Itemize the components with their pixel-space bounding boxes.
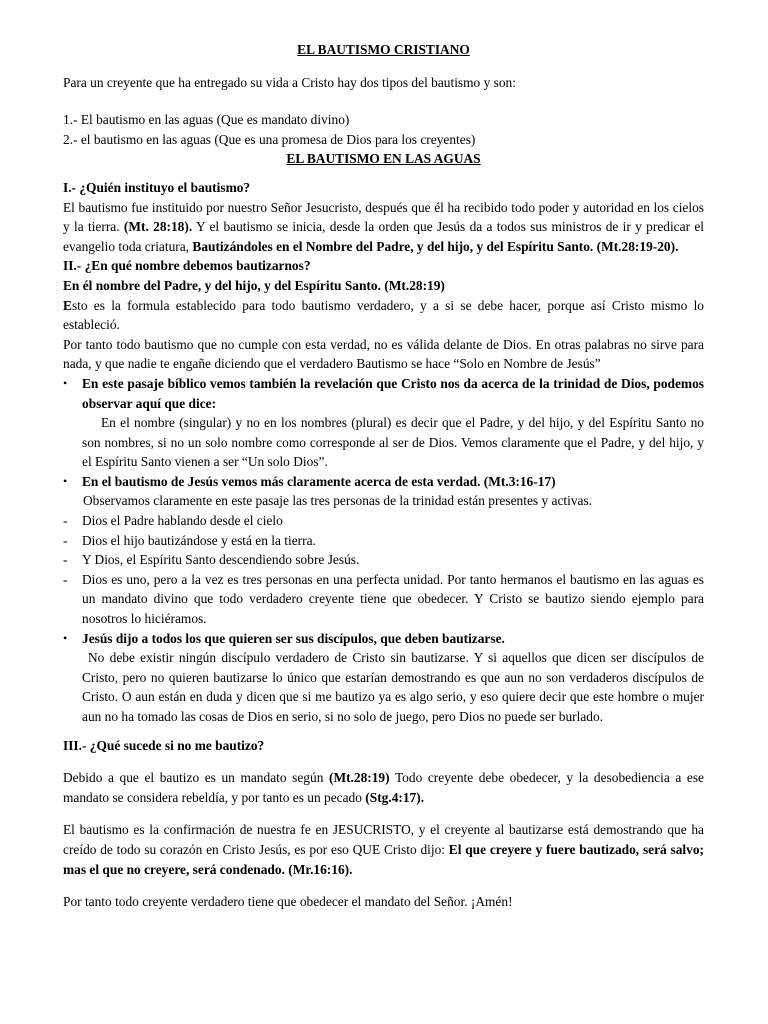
dash-text: Y Dios, el Espíritu Santo descendiendo sobre Jesús. (82, 552, 360, 568)
bullet-item (63, 374, 704, 472)
bullet-list (63, 629, 704, 727)
bullet-marker: • (63, 473, 68, 488)
bullet-list (63, 374, 704, 492)
closing-paragraph: Por tanto todo creyente verdadero tiene que obedecer el mandato del Señor. ¡Amén! (63, 894, 513, 910)
question-1-paragraph: El bautismo fue instituido por nuestro Señor Jesucristo, después que él ha recibido todo poder y autoridad en los cielos y la tierra. (Mt. 28:18). Y el bautismo se inicia, desde la orden que Jesús da a todos sus ministros de ir y predicar el evangelio toda criatura, Bautizándoles en el Nombre del Padre, y del hijo, y del Espíritu Santo. (Mt.28:19-20). (63, 199, 705, 254)
confirmation-paragraph: El bautismo es la confirmación de nuestra fe en JESUCRISTO, y el creyente al bautizarse está demostrando que ha creído de todo su corazón en Cristo Jesús, es por eso QUE Cristo dijo: El que creyere y fuere bautizado, será salvo; mas el que no creyere, será condenado. (Mr.16:16). (63, 822, 704, 877)
dash-item (63, 550, 704, 570)
question-2-heading: II.- ¿En qué nombre debemos bautizarnos? (63, 258, 311, 274)
dash-marker: - (63, 513, 68, 529)
dash-item (63, 531, 704, 551)
dash-text: Dios es uno, pero a la vez es tres personas en una perfecta unidad. Por tanto hermanos el bautismo en las aguas es un mandato divino que todo verdadero creyente tiene que obedecer. Y Cristo se bautizo siendo ejemplo para nosotros lo hiciéramos. (82, 571, 704, 627)
type-item: 2.- el bautismo en las aguas (Que es una promesa de Dios para los creyentes) (63, 131, 476, 147)
dash-list (63, 511, 704, 629)
bullet-marker: • (63, 375, 68, 390)
observation-paragraph: Observamos claramente en este pasaje las tres personas de la trinidad están presentes y activas. (83, 493, 593, 509)
question-2-answer: En él nombre del Padre, y del hijo, y del Espíritu Santo. (Mt.28:19) (63, 277, 445, 293)
dash-text: Dios el Padre hablando desde el cielo (82, 513, 283, 529)
question-3-paragraph: Debido a que el bautizo es un mandato según (Mt.28:19) Todo creyente debe obedecer, y la desobediencia a ese mandato se considera rebeldía, y por tanto es un pecado (Stg.4:17). (63, 770, 704, 805)
bullet-marker: • (63, 630, 68, 645)
bullet-heading: En este pasaje bíblico vemos también la revelación que Cristo nos da acerca de la trinidad de Dios, podemos observar aquí que dice: (82, 375, 704, 411)
dash-marker: - (63, 552, 68, 568)
warning-paragraph: Por tanto todo bautismo que no cumple con esta verdad, no es válida delante de Dios. En otras palabras no sirve para nada, y que nadie te engañe diciendo que el verdadero Bautismo se hace “Solo en Nombre de Jesús” (63, 336, 704, 372)
dash-marker: - (63, 532, 68, 548)
type-item: 1.- El bautismo en las aguas (Que es mandato divino) (63, 112, 350, 128)
document-title: EL BAUTISMO CRISTIANO (297, 42, 470, 57)
bullet-body: En el nombre (singular) y no en los nombres (plural) es decir que el Padre, y del hijo, y del Espíritu Santo no son nombres, si no un solo nombre como corresponde al ser de Dios. Vemos claramente que el Padre, y del hijo, y el Espíritu Santo vienen a ser “Un solo Dios”. (82, 415, 704, 470)
section-title: EL BAUTISMO EN LAS AGUAS (286, 151, 481, 167)
dash-text: Dios el hijo bautizándose y está en la tierra. (82, 532, 316, 548)
dash-item (63, 511, 704, 531)
bullet-item (63, 629, 704, 727)
question-1-heading: I.- ¿Quién instituyo el bautismo? (63, 179, 251, 195)
dash-item (63, 570, 704, 629)
bullet-item (63, 472, 704, 492)
bullet-heading: En el bautismo de Jesús vemos más claramente acerca de esta verdad. (Mt.3:16-17) (82, 473, 556, 489)
formula-paragraph: Esto es la formula establecido para todo bautismo verdadero, y a si se debe hacer, porque así Cristo mismo lo estableció. (63, 297, 704, 333)
bullet-body: No debe existir ningún discípulo verdadero de Cristo sin bautizarse. Y si aquellos que dicen ser discípulos de Cristo, pero no quieren bautizarse lo único que estarían demostrando es que aun no son verdaderos discípulos de Cristo. O aun están en duda y dicen que si me bautizo ya es algo serio, y eso quiere decir que este hombre o mujer aun no ha tomado las cosas de Dios en serio, si no solo de juego, pero Dios no puede ser burlado. (82, 650, 704, 724)
question-3-heading: III.- ¿Qué sucede si no me bautizo? (63, 737, 265, 753)
intro-paragraph: Para un creyente que ha entregado su vida a Cristo hay dos tipos del bautismo y son: (63, 74, 516, 90)
bullet-heading: Jesús dijo a todos los que quieren ser sus discípulos, que deben bautizarse. (82, 630, 505, 646)
dash-marker: - (63, 571, 68, 587)
